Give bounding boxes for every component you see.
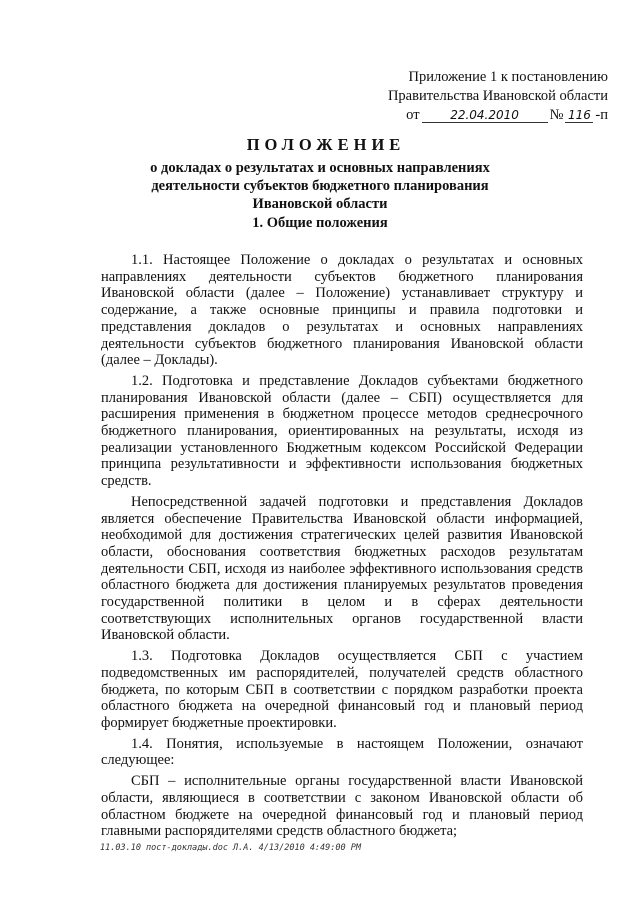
- appendix-block: [378, 68, 608, 125]
- number-suffix: -п: [595, 107, 608, 123]
- paragraph-1-4: 1.4. Понятия, используемые в настоящем Положении, означают следующее:: [101, 735, 583, 769]
- number-label: №: [549, 107, 564, 123]
- appendix-line-2: Правительства Ивановской области: [387, 88, 608, 104]
- handwritten-number: 116: [565, 108, 593, 123]
- document-subtitle: о докладах о результатах и основных направлениях деятельности субъектов бюджетного планирования Ивановской области: [150, 160, 490, 212]
- paragraph-1-1: 1.1. Настоящее Положение о докладах о результатах и основных направлениях деятельности субъектов бюджетного планирования Ивановской области (далее – Положение) устанавливает структуру и содержание, а также основные принципы и правила подготовки и представления докладов о результатах и основных направлениях деятельности субъектов бюджетного планирования Ивановской области (далее – Доклады).: [101, 252, 583, 369]
- handwritten-date: 22.04.2010: [422, 108, 548, 123]
- appendix-line-1: Приложение 1 к постановлению: [408, 69, 608, 85]
- document-title: ПОЛОЖЕНИЕ: [246, 135, 406, 154]
- paragraph-1-3: 1.3. Подготовка Докладов осуществляется СБП с участием подведомственных им распорядителей, получателей средств областного бюджета, по которым СБП в соответствии с порядком разработки проекта областного бюджета на очередной финансовый год и плановый период формирует бюджетные проектировки.: [101, 648, 583, 731]
- appendix-signature-line: [378, 106, 608, 125]
- paragraph-sbp-definition: СБП – исполнительные органы государственной власти Ивановской области, являющиеся в соответствии с законом Ивановской области об областном бюджете на очередной финансовый год и плановый период главными распорядителями средств областного бюджета;: [101, 773, 583, 840]
- paragraph-1-2: 1.2. Подготовка и представление Докладов субъектами бюджетного планирования Ивановской области (далее – СБП) осуществляется для расширения применения в бюджетном процессе методов среднесрочного бюджетного планирования, ориентированных на результаты, исходя из реализации установленного Бюджетным кодексом Российской Федерации принципа результативности и эффективности использования бюджетных средств.: [101, 372, 583, 490]
- paragraph-task: Непосредственной задачей подготовки и представления Докладов является обеспечение Правительства Ивановской области информацией, необходимой для достижения стратегических целей развития Ивановской области, обоснования соответствия бюджетных расходов результатам деятельности СБП, исходя из наиболее эффективного использования средств областного бюджета для достижения планируемых результатов проведения государственной политики в целом и в сферах деятельности соответствующих исполнительных органов государственной власти Ивановской области.: [101, 493, 583, 644]
- body-text: [101, 252, 583, 844]
- from-label: от: [406, 107, 420, 123]
- section-heading: 1. Общие положения: [252, 215, 388, 231]
- title-block: [0, 135, 640, 213]
- file-footer: 11.03.10 пост-доклады.doc Л.А. 4/13/2010 4:49:00 PM: [100, 843, 361, 853]
